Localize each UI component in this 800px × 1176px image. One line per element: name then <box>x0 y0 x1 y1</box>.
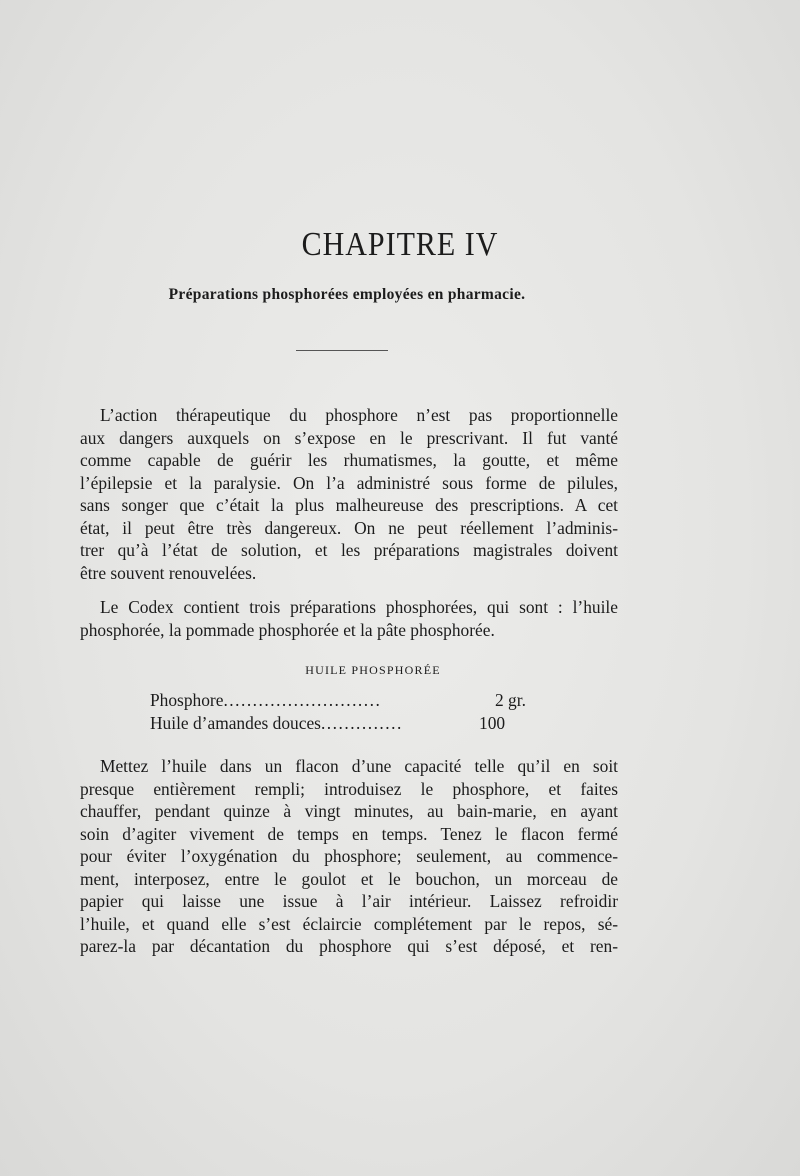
recipe-item-name: Phosphore <box>150 690 224 710</box>
text-line: pour éviter l’oxygénation du phosphore; seulement, au commence- <box>80 846 618 866</box>
text-line: ment, interposez, entre le goulot et le bouchon, un morceau de <box>80 868 618 889</box>
recipe-heading: HUILE PHOSPHORÉE <box>305 663 441 677</box>
text-line: trer qu’à l’état de solution, et les préparations magistrales doivent <box>80 540 618 560</box>
text-line: parez-la par décantation du phosphore qui s’est déposé, et ren- <box>80 936 618 956</box>
text-line: soin d’agiter vivement de temps en temps. Tenez le flacon fermé <box>80 823 618 844</box>
recipe-item-quantity: 100 <box>479 713 506 733</box>
paragraph-1 <box>80 404 618 584</box>
text-line: papier qui laisse une issue à l’air intérieur. Laissez refroidir <box>80 891 618 911</box>
text-line: être souvent renouvelées. <box>80 562 257 583</box>
text-line: phosphorée, la pommade phosphorée et la pâte phosphorée. <box>80 619 495 640</box>
chapter-title: CHAPITRE IV <box>301 225 499 263</box>
text-line: Le Codex contient trois préparations phosphorées, qui sont : l’huile <box>100 597 618 617</box>
recipe-item-name: Huile d’amandes douces <box>150 713 321 733</box>
recipe-item <box>150 690 570 711</box>
leader-dots: ........................... <box>223 690 382 710</box>
text-line: sans songer que c’était la plus malheureuse des prescriptions. A cet <box>80 495 618 515</box>
chapter-subtitle: Préparations phosphorées employées en pharmacie. <box>168 286 526 303</box>
text-line: L’action thérapeutique du phosphore n’est pas proportionnelle <box>100 405 618 425</box>
leader-dots: .............. <box>320 713 403 733</box>
text-line: comme capable de guérir les rhumatismes, la goutte, et même <box>80 450 618 470</box>
text-line: Mettez l’huile dans un flacon d’une capacité telle qu’il en soit <box>100 756 618 776</box>
text-line: état, il peut être très dangereux. On ne peut réellement l’adminis- <box>80 517 618 538</box>
text-line: aux dangers auxquels on s’expose en le prescrivant. Il fut vanté <box>80 427 618 448</box>
recipe-item-quantity: 2 gr. <box>495 690 526 710</box>
paragraph-3 <box>80 755 618 958</box>
text-line: l’épilepsie et la paralysie. On l’a administré sous forme de pilules, <box>80 472 618 493</box>
text-line: chauffer, pendant quinze à vingt minutes, au bain-marie, en ayant <box>80 801 618 821</box>
recipe-item <box>150 713 570 734</box>
text-line: presque entièrement rempli; introduisez le phosphore, et faites <box>80 778 618 799</box>
text-line: l’huile, et quand elle s’est éclaircie complétement par le repos, sé- <box>80 913 618 934</box>
section-divider <box>296 350 388 351</box>
paragraph-2 <box>80 596 618 641</box>
